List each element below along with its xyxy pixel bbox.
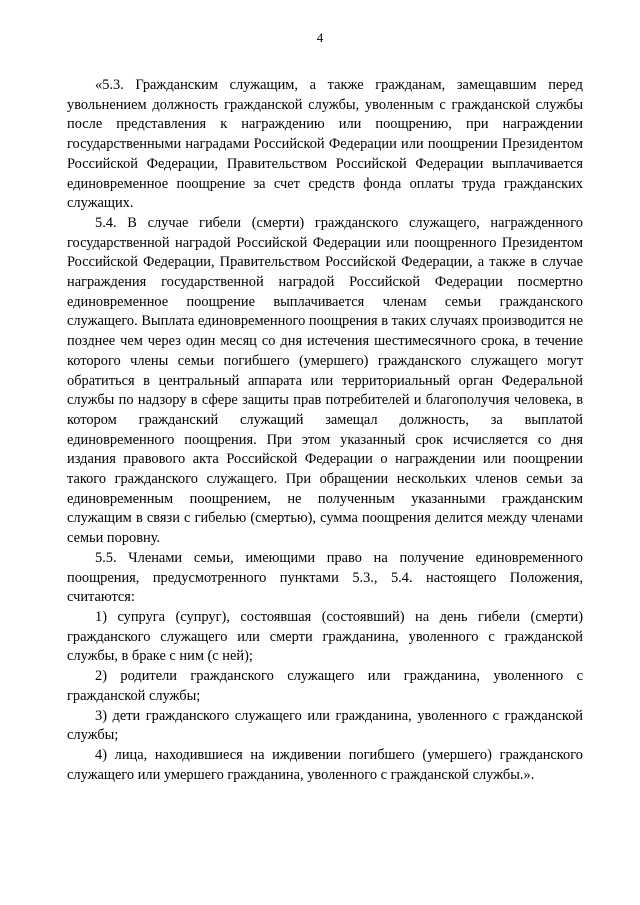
list-item-children: 3) дети гражданского служащего или гражданина, уволенного с гражданской службы; bbox=[67, 707, 583, 744]
page-number: 4 bbox=[316, 30, 324, 45]
list-item-dependents: 4) лица, находившиеся на иждивении погибшего (умершего) гражданского служащего или умершего гражданина, уволенного с гражданской службы.». bbox=[67, 746, 583, 783]
list-item-parents: 2) родители гражданского служащего или гражданина, уволенного с гражданской службы; bbox=[67, 668, 583, 704]
list-item-spouse: 1) супруга (супруг), состоявшая (состоявший) на день гибели (смерти) гражданского служащего или смерти гражданина, уволенного с гражданской службы, в браке с ним (с ней); bbox=[67, 608, 583, 665]
paragraph-5-3: «5.3. Гражданским служащим, а также гражданам, замещавшим перед увольнением должность гражданской службы, уволенным с гражданской службы после представления к награждению или поощрению, при награждении государственными наградами Российской Федерации или поощрении Президентом Российской Федерации, Правительством Российской Федерации выплачивается единовременное поощрение за счет средств фонда оплаты труда гражданских служащих. bbox=[67, 77, 583, 212]
paragraph-5-4: 5.4. В случае гибели (смерти) гражданского служащего, награжденного государственной наградой Российской Федерации или поощренного Президентом Российской Федерации, Правительством Российской Федерации, а также в случае награждения государственной наградой Российской Федерации посмертно единовременное поощрение выплачивается членам семьи гражданского служащего. Выплата единовременного поощрения в таких случаях производится не позднее чем через один месяц со дня истечения шестимесячного срока, в течение которого члены семьи погибшего (умершего) гражданского служащего могут обратиться в центральный аппарата или территориальный орган Федеральной службы по надзору в сфере защиты прав потребителей и благополучия человека, в котором гражданский служащий замещал должность, за выплатой единовременного поощрения. При этом указанный срок исчисляется со дня издания правового акта Российской Федерации о награждении или поощрении такого гражданского служащего. При обращении нескольких членов семьи за единовременным поощрением, не полученным указанными гражданским служащим в связи с гибелью (смертью), сумма поощрения делится между членами семьи поровну. bbox=[67, 214, 583, 547]
paragraph-5-5: 5.5. Членами семьи, имеющими право на получение единовременного поощрения, предусмотренного пунктами 5.3., 5.4. настоящего Положения, считаются: bbox=[67, 549, 583, 606]
document-body bbox=[67, 76, 583, 785]
